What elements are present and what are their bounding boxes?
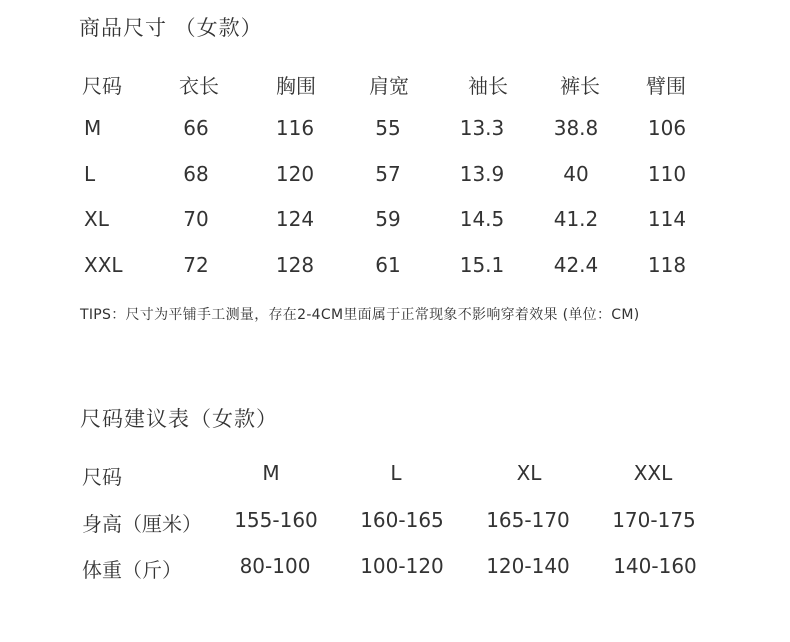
recommend-table-title: 尺码建议表（女款） bbox=[80, 407, 278, 431]
table-cell: 57 bbox=[375, 162, 401, 186]
table-cell: 110 bbox=[647, 162, 687, 186]
row-size-label: M bbox=[84, 116, 102, 140]
column-header-arm: 臂围 bbox=[646, 74, 686, 98]
table-cell: 61 bbox=[375, 253, 401, 277]
table-cell: 70 bbox=[183, 207, 209, 231]
column-header-xl: XL bbox=[516, 461, 542, 485]
table-cell: 100-120 bbox=[360, 554, 444, 578]
table-cell: 120 bbox=[275, 162, 315, 186]
table-cell: 14.5 bbox=[459, 207, 505, 231]
column-header-m: M bbox=[262, 461, 280, 485]
row-size-label: L bbox=[84, 162, 96, 186]
table-cell: 128 bbox=[275, 253, 315, 277]
table-cell: 38.8 bbox=[553, 116, 599, 140]
column-header-pants-length: 裤长 bbox=[560, 74, 600, 98]
row-height-label: 身高（厘米） bbox=[82, 512, 202, 536]
column-header-length: 衣长 bbox=[179, 74, 219, 98]
column-header-l: L bbox=[390, 461, 402, 485]
row-size-label: XXL bbox=[84, 253, 123, 277]
table-cell: 155-160 bbox=[234, 508, 318, 532]
table-cell: 41.2 bbox=[553, 207, 599, 231]
table-cell: 66 bbox=[183, 116, 209, 140]
column-header-size: 尺码 bbox=[82, 465, 122, 489]
table-cell: 114 bbox=[647, 207, 687, 231]
table-cell: 59 bbox=[375, 207, 401, 231]
table-cell: 72 bbox=[183, 253, 209, 277]
table-cell: 68 bbox=[183, 162, 209, 186]
table-cell: 118 bbox=[647, 253, 687, 277]
row-size-label: XL bbox=[84, 207, 109, 231]
table-cell: 120-140 bbox=[486, 554, 570, 578]
table-cell: 140-160 bbox=[613, 554, 697, 578]
table-cell: 124 bbox=[275, 207, 315, 231]
size-table-title: 商品尺寸 （女款） bbox=[79, 16, 263, 40]
table-cell: 40 bbox=[563, 162, 589, 186]
table-cell: 116 bbox=[275, 116, 315, 140]
row-weight-label: 体重（斤） bbox=[82, 558, 182, 582]
column-header-chest: 胸围 bbox=[276, 74, 316, 98]
table-cell: 80-100 bbox=[239, 554, 311, 578]
table-cell: 42.4 bbox=[553, 253, 599, 277]
table-cell: 165-170 bbox=[486, 508, 570, 532]
table-cell: 55 bbox=[375, 116, 401, 140]
column-header-xxl: XXL bbox=[633, 461, 673, 485]
table-cell: 13.9 bbox=[459, 162, 505, 186]
table-cell: 170-175 bbox=[612, 508, 696, 532]
column-header-shoulder: 肩宽 bbox=[369, 74, 409, 98]
table-cell: 160-165 bbox=[360, 508, 444, 532]
column-header-sleeve: 袖长 bbox=[468, 74, 508, 98]
measurement-tips: TIPS：尺寸为平铺手工测量，存在2-4CM里面属于正常现象不影响穿着效果 (单位：CM) bbox=[80, 307, 640, 323]
column-header-size: 尺码 bbox=[82, 74, 122, 98]
table-cell: 13.3 bbox=[459, 116, 505, 140]
table-cell: 106 bbox=[647, 116, 687, 140]
table-cell: 15.1 bbox=[459, 253, 505, 277]
